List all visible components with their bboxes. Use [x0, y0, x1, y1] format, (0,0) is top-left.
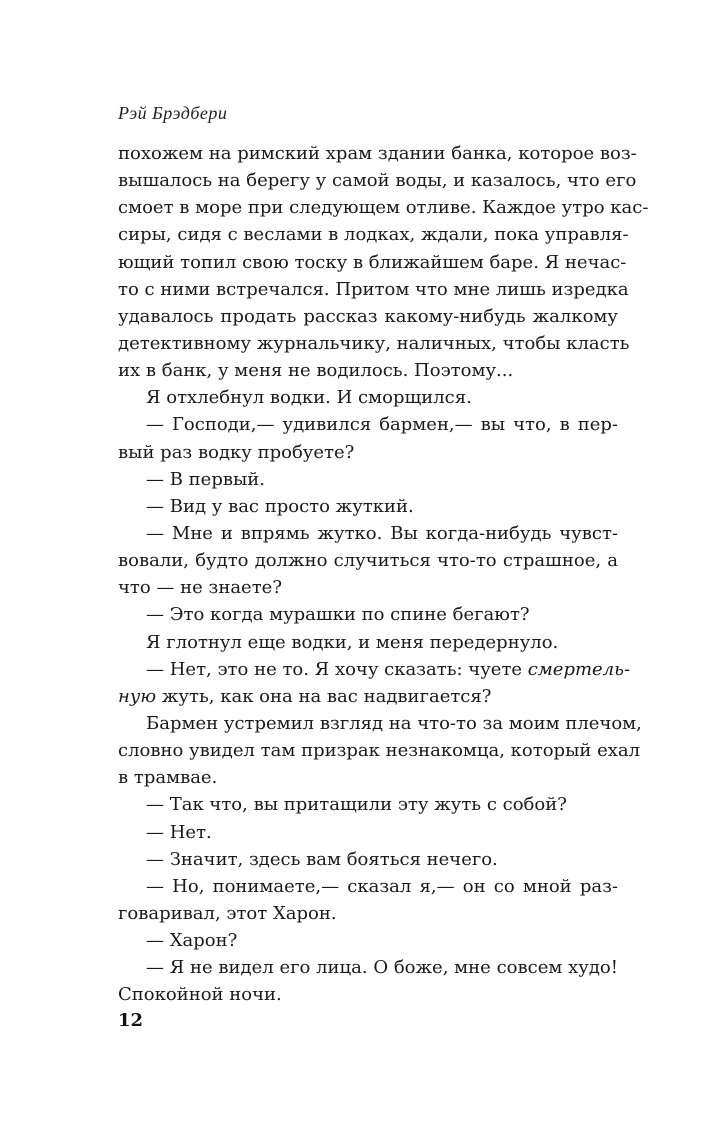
line-text: вый раз водку пробуете?: [118, 441, 355, 463]
line-text: — Нет.: [146, 821, 212, 843]
line-text: Я отхлебнул водки. И сморщился.: [146, 387, 472, 409]
line-text: в трамвае.: [118, 767, 218, 789]
text-line: [118, 167, 637, 194]
line-text: их в банк, у меня не водилось. Поэтому...: [118, 360, 514, 382]
text-line: [118, 547, 618, 574]
text-line: [118, 384, 618, 411]
page-number: 12: [118, 1010, 144, 1031]
line-text: удавалось продать рассказ какому-нибудь жалкому: [118, 305, 618, 327]
line-text: жуть, как она на вас надвигается?: [156, 685, 492, 707]
text-line: [118, 656, 631, 683]
text-line: [118, 846, 618, 873]
text-line: [118, 683, 618, 710]
line-text: Бармен устремил взгляд на что-то за моим плечом,: [146, 712, 642, 734]
line-text: словно увидел там призрак незнакомца, который ехал: [118, 740, 641, 762]
text-line: [118, 574, 618, 601]
text-line: [118, 520, 618, 547]
text-line: [118, 764, 618, 791]
line-text: что — не знаете?: [118, 577, 282, 599]
line-text: — Я не видел его лица. О боже, мне совсем худо!: [146, 957, 618, 979]
text-line: [118, 791, 618, 818]
text-line: [118, 493, 618, 520]
text-line: [118, 466, 618, 493]
line-text: Я глотнул еще водки, и меня передернуло.: [146, 631, 559, 653]
line-text: сиры, сидя с веслами в лодках, ждали, пока управля-: [118, 224, 629, 246]
line-text: — Мне и впрямь жутко. Вы когда-нибудь чувст-: [146, 522, 618, 544]
line-text: детективному журнальчику, наличных, чтобы класть: [118, 332, 630, 354]
text-line: [118, 303, 618, 330]
text-line: [118, 710, 642, 737]
text-line: [118, 276, 629, 303]
line-text: похожем на римский храм здании банка, которое воз-: [118, 143, 637, 164]
text-line: [118, 601, 618, 628]
text-line: [118, 194, 649, 221]
line-text: — Нет, это не то. Я хочу сказать: чуете: [146, 658, 528, 680]
text-line: [118, 330, 630, 357]
line-text: — В первый.: [146, 468, 266, 490]
body-text: [118, 140, 649, 1009]
line-text: то с ними встречался. Притом что мне лишь изредка: [118, 278, 629, 300]
running-head: Рэй Брэдбери: [118, 103, 228, 123]
line-text: — Но, понимаете,— сказал я,— он со мной раз-: [146, 875, 618, 897]
text-line: [118, 900, 618, 927]
text-line: [118, 411, 618, 438]
italic-text: ную: [118, 685, 157, 707]
text-line: [118, 927, 618, 954]
text-line: [118, 221, 629, 248]
text-line: [118, 981, 618, 1008]
text-line: [118, 140, 637, 167]
line-text: — Господи,— удивился бармен,— вы что, в пер-: [146, 414, 618, 436]
text-line: [118, 737, 641, 764]
line-text: — Так что, вы притащили эту жуть с собой?: [146, 794, 567, 816]
line-text: ющий топил свою тоску в ближайшем баре. Я нечас-: [118, 251, 627, 273]
line-text: вовали, будто должно случиться что-то страшное, а: [118, 550, 618, 572]
text-line: [118, 629, 618, 656]
text-line: [118, 439, 618, 466]
line-text: вышалось на берегу у самой воды, и казалось, что его: [118, 170, 637, 192]
line-text: — Это когда мурашки по спине бегают?: [146, 604, 530, 626]
line-text: — Вид у вас просто жуткий.: [146, 495, 414, 517]
text-line: [118, 357, 618, 384]
line-text: — Харон?: [146, 930, 238, 952]
line-text: говаривал, этот Харон.: [118, 902, 337, 924]
line-text: Спокойной ночи.: [118, 984, 282, 1006]
text-line: [118, 873, 618, 900]
text-line: [118, 249, 627, 276]
italic-text: смертель-: [527, 658, 631, 680]
text-line: [118, 954, 618, 981]
text-line: [118, 819, 618, 846]
line-text: — Значит, здесь вам бояться нечего.: [146, 848, 498, 870]
line-text: смоет в море при следующем отливе. Каждое утро кас-: [118, 197, 649, 219]
